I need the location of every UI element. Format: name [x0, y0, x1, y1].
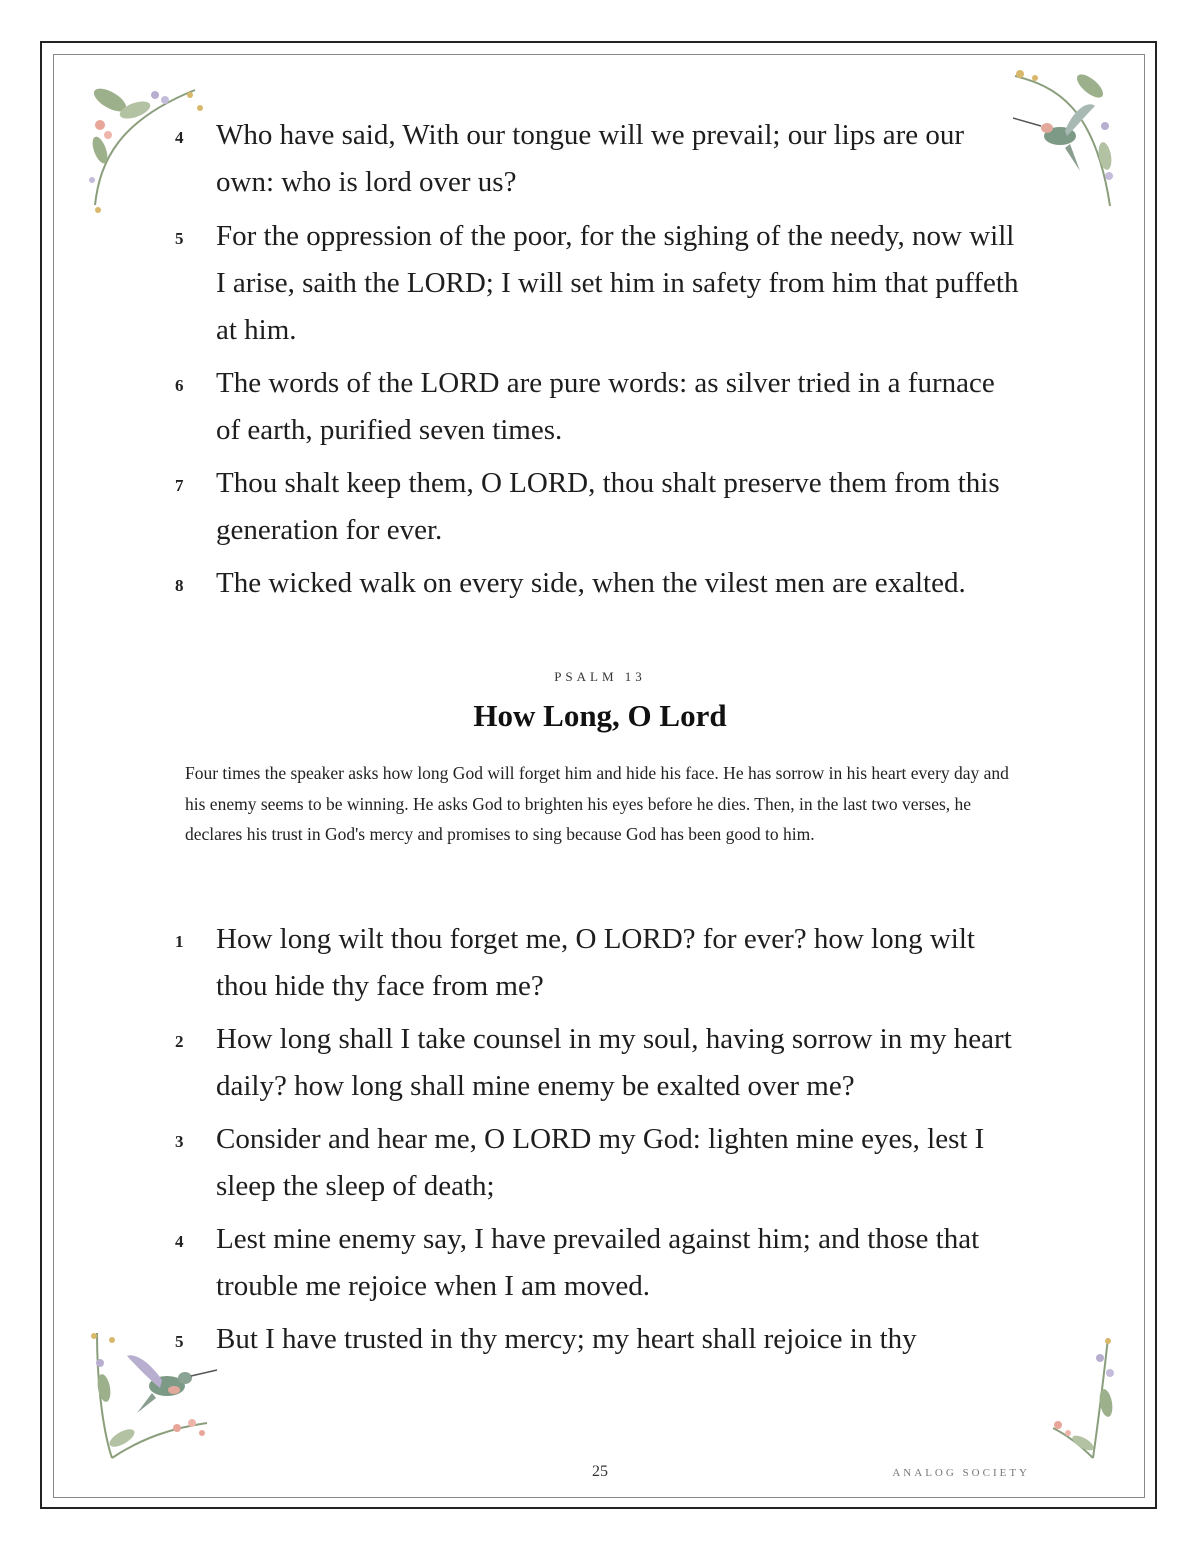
- psalm-summary: Four times the speaker asks how long God will forget him and hide his face. He has sorrow in his heart every day and his enemy seems to be winning. He asks God to brighten his eyes before he dies. Then, in the last two verses, he declares his trust in God's mercy and promises to sing because God has been good to him.: [185, 763, 1009, 844]
- verse-number: 2: [175, 1032, 184, 1051]
- verse-number: 6: [175, 376, 184, 395]
- verse-text: Consider and hear me, O LORD my God: lighten mine eyes, lest I sleep the sleep of death;: [216, 1123, 985, 1202]
- verse-text: The wicked walk on every side, when the vilest men are exalted.: [216, 567, 966, 599]
- verse-text: How long wilt thou forget me, O LORD? for ever? how long wilt thou hide thy face from me?: [216, 923, 975, 1002]
- verse-number: 7: [175, 476, 184, 495]
- verse-text: For the oppression of the poor, for the sighing of the needy, now will I arise, saith the LORD; I will set him in safety from him that puffeth at him.: [216, 220, 1019, 346]
- verse-text: But I have trusted in thy mercy; my heart shall rejoice in thy: [216, 1323, 917, 1355]
- verse-text: Lest mine enemy say, I have prevailed against him; and those that trouble me rejoice when I am moved.: [216, 1223, 980, 1302]
- psalm-label: PSALM 13: [554, 669, 646, 684]
- verse-text: Who have said, With our tongue will we prevail; our lips are our own: who is lord over us?: [216, 119, 965, 198]
- footer-brand: ANALOG SOCIETY: [892, 1467, 1030, 1479]
- verse-number: 8: [175, 576, 184, 595]
- verse-number: 4: [175, 128, 184, 147]
- page-number: 25: [592, 1463, 608, 1480]
- psalm-title: How Long, O Lord: [473, 698, 727, 733]
- hummingbird-floral-bottom-left-icon: [82, 1328, 222, 1463]
- verse-number: 3: [175, 1132, 184, 1151]
- verse-number: 4: [175, 1232, 184, 1251]
- verse-number: 1: [175, 932, 184, 951]
- verse-number: 5: [175, 1332, 184, 1351]
- verse-number: 5: [175, 229, 184, 248]
- verse-text: The words of the LORD are pure words: as silver tried in a furnace of earth, purified seven times.: [216, 367, 995, 446]
- verse-text: How long shall I take counsel in my soul, having sorrow in my heart daily? how long shall mine enemy be exalted over me?: [216, 1023, 1012, 1102]
- verse-text: Thou shalt keep them, O LORD, thou shalt preserve them from this generation for ever.: [216, 467, 1000, 546]
- floral-corner-top-left-icon: [80, 80, 210, 220]
- floral-corner-bottom-right-icon: [1048, 1333, 1123, 1463]
